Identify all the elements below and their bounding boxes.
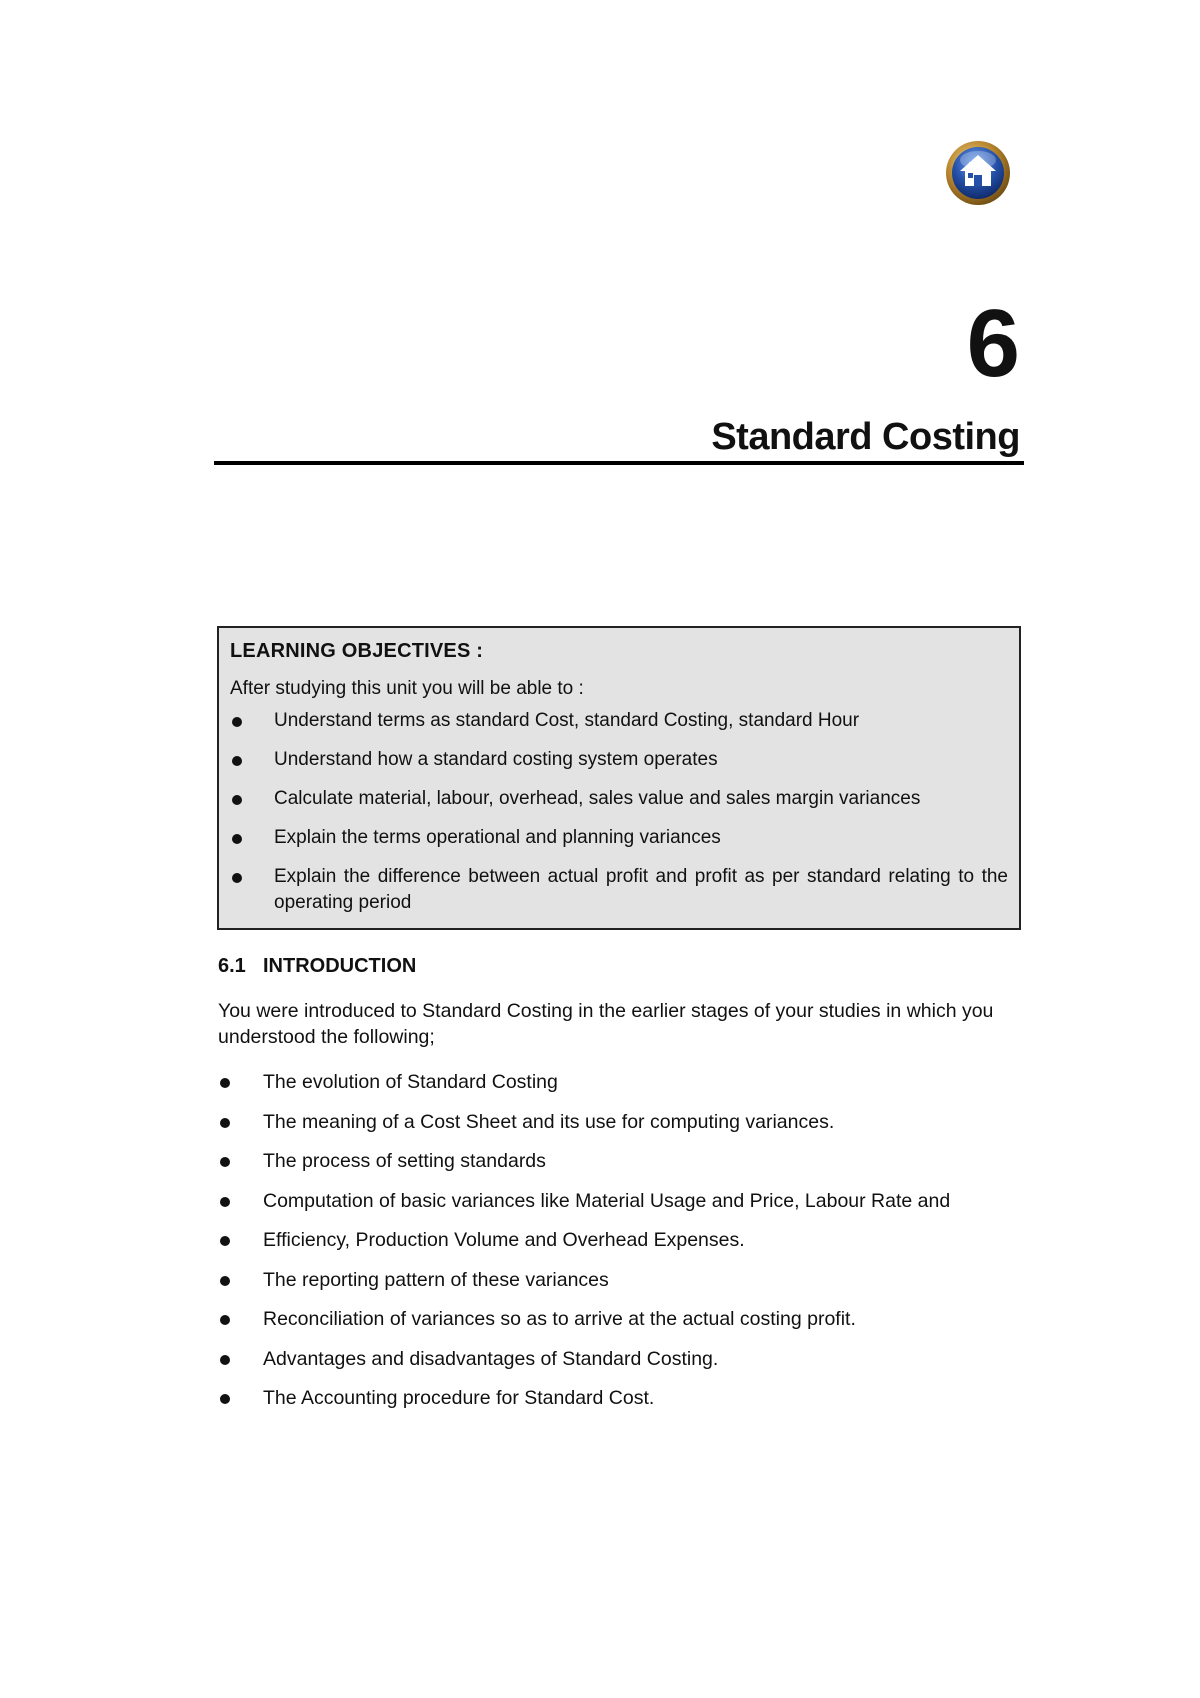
list-item-text: The reporting pattern of these variances (263, 1268, 609, 1291)
list-item-text: Reconciliation of variances so as to arrive at the actual costing profit. (263, 1308, 856, 1330)
list-item (230, 708, 1008, 734)
section-number: 6.1 (218, 955, 246, 977)
list-item (230, 747, 1008, 773)
list-item (230, 825, 1008, 851)
home-button[interactable] (945, 140, 1011, 206)
list-item (218, 1188, 1018, 1214)
section-heading (218, 952, 416, 980)
list-item (218, 1227, 1018, 1253)
objectives-intro: After studying this unit you will be able to : (230, 678, 584, 699)
list-item (218, 1148, 1018, 1174)
intro-paragraph: You were introduced to Standard Costing in the earlier stages of your studies in which you understood the following; (218, 1000, 994, 1048)
objectives-heading: LEARNING OBJECTIVES : (230, 640, 484, 662)
list-item-text: Computation of basic variances like Material Usage and Price, Labour Rate and (263, 1189, 951, 1212)
bullet-icon (220, 1078, 230, 1088)
list-item-text: The process of setting standards (263, 1150, 546, 1172)
bullet-icon (220, 1394, 230, 1404)
list-item (218, 1267, 1018, 1293)
list-item (218, 1306, 1018, 1332)
bullet-icon (220, 1157, 230, 1167)
chapter-number: 6 (966, 290, 1018, 397)
chapter-divider (214, 461, 1024, 465)
list-item (218, 1385, 1018, 1411)
list-item (218, 1069, 1018, 1095)
bullet-icon (220, 1355, 230, 1365)
home-icon (945, 140, 1011, 206)
intro-list (218, 1069, 1018, 1425)
objective-text: Explain the difference between actual profit and profit as per standard relating to the operating period (274, 866, 1008, 913)
bullet-icon (232, 834, 242, 844)
list-item (218, 1346, 1018, 1372)
bullet-icon (232, 756, 242, 766)
bullet-icon (220, 1197, 230, 1207)
list-item-text: The meaning of a Cost Sheet and its use for computing variances. (263, 1110, 835, 1133)
list-item (230, 786, 1008, 812)
bullet-icon (220, 1236, 230, 1246)
list-item (230, 864, 1008, 916)
bullet-icon (232, 717, 242, 727)
objective-text: Understand terms as standard Cost, standard Costing, standard Hour (274, 710, 860, 731)
bullet-icon (220, 1315, 230, 1325)
bullet-icon (220, 1276, 230, 1286)
objective-text: Calculate material, labour, overhead, sales value and sales margin variances (274, 788, 921, 809)
list-item-text: The Accounting procedure for Standard Cost. (263, 1387, 655, 1409)
list-item-text: The evolution of Standard Costing (263, 1071, 558, 1093)
bullet-icon (220, 1118, 230, 1128)
bullet-icon (232, 873, 242, 883)
objectives-list (230, 708, 1008, 916)
chapter-title: Standard Costing (711, 416, 1020, 458)
list-item-text: Advantages and disadvantages of Standard Costing. (263, 1347, 719, 1370)
list-item (218, 1109, 1018, 1135)
learning-objectives-box (217, 626, 1021, 930)
objective-text: Understand how a standard costing system operates (274, 749, 718, 770)
list-item-text: Efficiency, Production Volume and Overhead Expenses. (263, 1229, 745, 1251)
bullet-icon (232, 795, 242, 805)
section-title: INTRODUCTION (263, 955, 417, 977)
objective-text: Explain the terms operational and planning variances (274, 827, 721, 848)
